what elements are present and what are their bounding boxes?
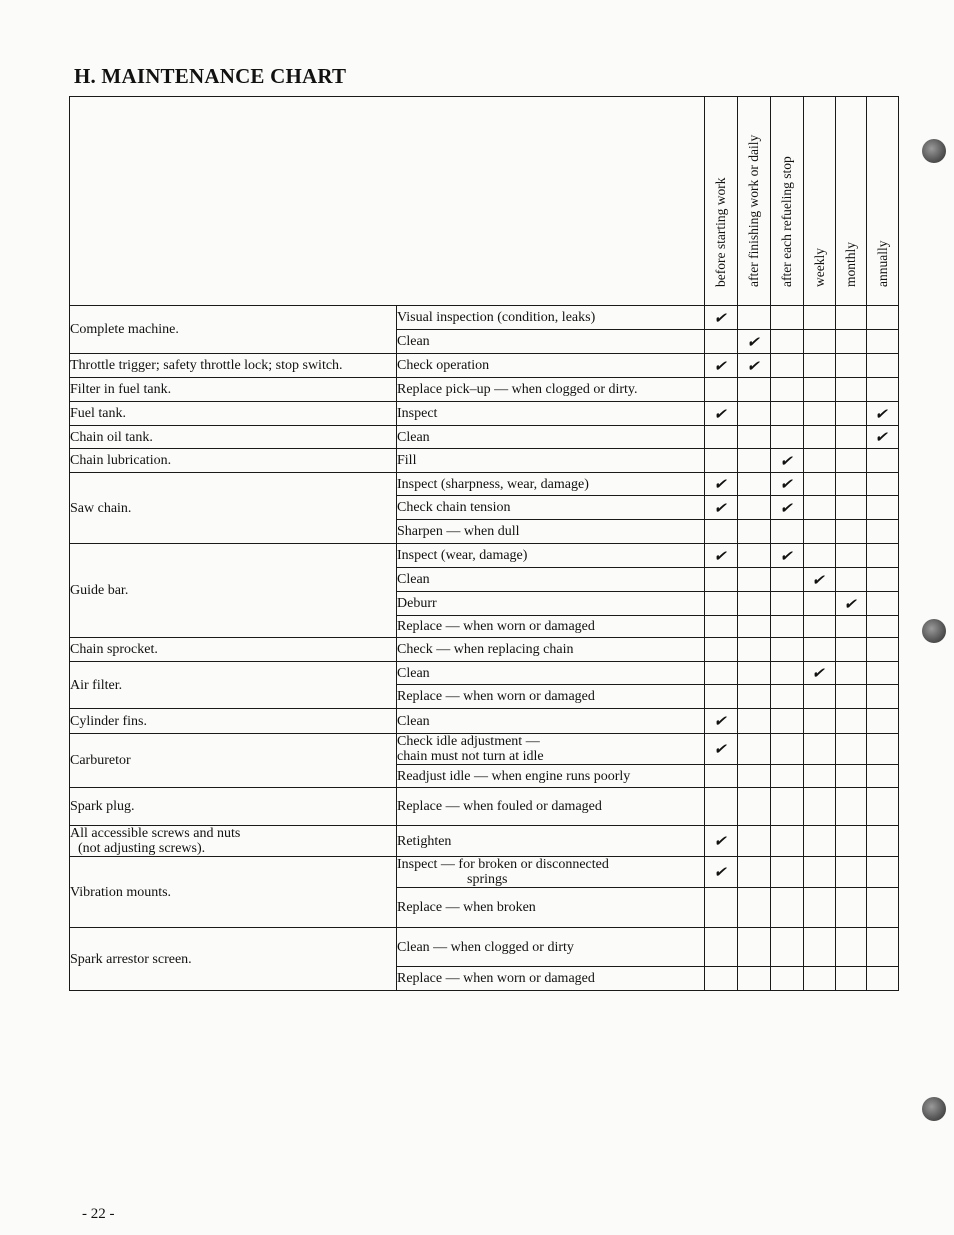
check-cell-after-refueling (771, 520, 804, 544)
check-cell-after-refueling (771, 888, 804, 928)
action-cell (397, 330, 705, 354)
check-cell-weekly (804, 709, 836, 734)
check-cell-annually (867, 685, 899, 709)
action-cell (397, 568, 705, 592)
action-label: Check idle adjustment — (397, 734, 540, 749)
check-cell-after-finishing (738, 426, 771, 449)
table-row (70, 354, 899, 378)
check-cell-weekly (804, 426, 836, 449)
component-label: Guide bar. (70, 583, 129, 598)
action-cell (397, 638, 705, 662)
check-cell-before-starting (705, 544, 738, 568)
table-row (70, 857, 899, 888)
check-cell-after-finishing (738, 788, 771, 826)
component-cell (70, 306, 397, 354)
check-cell-annually (867, 568, 899, 592)
action-cell (397, 378, 705, 402)
check-mark-icon: ✔ (712, 498, 730, 517)
action-label-line2: chain must not turn at idle (397, 749, 544, 764)
action-cell (397, 765, 705, 788)
check-cell-monthly (836, 967, 867, 991)
check-cell-after-refueling (771, 568, 804, 592)
check-cell-monthly (836, 928, 867, 967)
component-cell (70, 662, 397, 709)
check-cell-weekly (804, 568, 836, 592)
check-cell-before-starting (705, 638, 738, 662)
freq-header-before-starting: before starting work (705, 97, 738, 306)
action-label-line2: springs (467, 872, 508, 887)
check-cell-after-finishing (738, 857, 771, 888)
check-cell-annually (867, 544, 899, 568)
check-cell-after-finishing (738, 765, 771, 788)
check-cell-weekly (804, 928, 836, 967)
check-cell-after-finishing (738, 449, 771, 473)
action-cell (397, 734, 705, 765)
check-cell-after-refueling (771, 928, 804, 967)
action-label: Readjust idle — when engine runs poorly (397, 768, 631, 784)
check-cell-before-starting (705, 449, 738, 473)
check-cell-before-starting (705, 426, 738, 449)
action-cell (397, 888, 705, 928)
action-cell (397, 928, 705, 967)
action-cell (397, 426, 705, 449)
check-cell-after-finishing (738, 967, 771, 991)
component-cell (70, 473, 397, 544)
action-label: Clean (397, 713, 430, 729)
check-mark-icon: ✔ (873, 428, 892, 446)
header-row (70, 97, 899, 306)
check-cell-weekly (804, 967, 836, 991)
check-cell-after-refueling (771, 473, 804, 496)
check-cell-after-refueling (771, 402, 804, 426)
check-cell-annually (867, 857, 899, 888)
check-cell-monthly (836, 826, 867, 857)
check-cell-annually (867, 928, 899, 967)
check-cell-weekly (804, 765, 836, 788)
check-cell-after-finishing (738, 306, 771, 330)
component-cell (70, 734, 397, 788)
maintenance-chart (69, 96, 898, 986)
check-cell-annually (867, 306, 899, 330)
check-cell-after-refueling (771, 330, 804, 354)
check-cell-monthly (836, 496, 867, 520)
check-mark-icon: ✔ (712, 740, 730, 758)
check-cell-before-starting (705, 520, 738, 544)
action-cell (397, 520, 705, 544)
check-cell-weekly (804, 330, 836, 354)
check-cell-before-starting (705, 888, 738, 928)
action-label: Replace pick–up — when clogged or dirty. (397, 382, 638, 397)
component-cell (70, 426, 397, 449)
component-label: Complete machine. (70, 322, 179, 337)
check-cell-before-starting (705, 496, 738, 520)
check-cell-before-starting (705, 592, 738, 616)
component-cell (70, 544, 397, 638)
check-cell-monthly (836, 888, 867, 928)
check-cell-before-starting (705, 709, 738, 734)
check-cell-before-starting (705, 765, 738, 788)
check-cell-monthly (836, 402, 867, 426)
check-cell-monthly (836, 426, 867, 449)
check-cell-after-finishing (738, 928, 771, 967)
check-cell-annually (867, 616, 899, 638)
check-cell-after-finishing (738, 330, 771, 354)
component-label: Saw chain. (70, 500, 132, 516)
check-cell-annually (867, 520, 899, 544)
component-cell (70, 402, 397, 426)
check-cell-before-starting (705, 402, 738, 426)
check-cell-after-refueling (771, 765, 804, 788)
component-label: Chain lubrication. (70, 453, 172, 468)
maintenance-table (69, 96, 899, 991)
check-mark-icon: ✔ (712, 356, 730, 375)
check-cell-weekly (804, 888, 836, 928)
check-cell-after-finishing (738, 734, 771, 765)
check-cell-before-starting (705, 967, 738, 991)
action-cell (397, 402, 705, 426)
table-row (70, 306, 899, 330)
check-cell-annually (867, 496, 899, 520)
check-cell-annually (867, 638, 899, 662)
check-cell-before-starting (705, 857, 738, 888)
check-cell-annually (867, 662, 899, 685)
check-cell-annually (867, 378, 899, 402)
check-mark-icon: ✔ (778, 498, 796, 517)
component-cell (70, 449, 397, 473)
check-cell-after-finishing (738, 662, 771, 685)
check-cell-before-starting (705, 826, 738, 857)
check-cell-after-finishing (738, 544, 771, 568)
component-cell (70, 857, 397, 928)
check-cell-after-refueling (771, 709, 804, 734)
check-mark-icon: ✔ (712, 863, 730, 881)
check-mark-icon: ✔ (778, 451, 796, 470)
check-cell-after-refueling (771, 449, 804, 473)
check-mark-icon: ✔ (712, 404, 730, 423)
check-cell-after-finishing (738, 638, 771, 662)
page-title: H. MAINTENANCE CHART (74, 64, 347, 88)
table-row (70, 928, 899, 967)
component-cell (70, 378, 397, 402)
table-row (70, 709, 899, 734)
check-cell-before-starting (705, 473, 738, 496)
check-cell-annually (867, 330, 899, 354)
check-cell-after-finishing (738, 402, 771, 426)
check-cell-after-refueling (771, 544, 804, 568)
check-cell-after-refueling (771, 354, 804, 378)
component-label: Spark arrestor screen. (70, 951, 192, 967)
action-cell (397, 306, 705, 330)
component-label: Carburetor (70, 753, 131, 768)
check-cell-weekly (804, 734, 836, 765)
check-cell-annually (867, 402, 899, 426)
action-label: Check operation (397, 358, 490, 373)
check-cell-after-refueling (771, 378, 804, 402)
check-cell-annually (867, 888, 899, 928)
table-body (70, 306, 899, 991)
check-cell-before-starting (705, 734, 738, 765)
check-cell-after-refueling (771, 616, 804, 638)
check-cell-annually (867, 734, 899, 765)
check-cell-weekly (804, 544, 836, 568)
component-label: Cylinder fins. (70, 713, 147, 729)
check-mark-icon: ✔ (873, 404, 892, 423)
component-label: All accessible screws and nuts (70, 826, 241, 841)
check-cell-monthly (836, 306, 867, 330)
check-cell-weekly (804, 826, 836, 857)
check-cell-monthly (836, 616, 867, 638)
check-cell-weekly (804, 402, 836, 426)
check-mark-icon: ✔ (810, 664, 829, 682)
action-cell (397, 662, 705, 685)
action-cell (397, 449, 705, 473)
component-cell (70, 928, 397, 991)
action-cell (397, 496, 705, 520)
check-cell-weekly (804, 788, 836, 826)
check-cell-after-finishing (738, 568, 771, 592)
action-cell (397, 826, 705, 857)
component-label: Spark plug. (70, 799, 135, 814)
check-cell-before-starting (705, 330, 738, 354)
check-cell-after-refueling (771, 592, 804, 616)
header-blank-cell (70, 97, 705, 306)
component-label: Chain oil tank. (70, 429, 153, 445)
component-cell (70, 788, 397, 826)
check-cell-after-finishing (738, 888, 771, 928)
check-cell-after-finishing (738, 354, 771, 378)
check-cell-monthly (836, 592, 867, 616)
component-label: Throttle trigger; safety throttle lock; stop switch. (70, 358, 343, 373)
check-cell-monthly (836, 857, 867, 888)
action-label: Clean (397, 665, 430, 681)
check-cell-after-finishing (738, 616, 771, 638)
check-cell-before-starting (705, 306, 738, 330)
table-row (70, 544, 899, 568)
action-label: Inspect — for broken or disconnected (397, 857, 609, 872)
check-mark-icon: ✔ (778, 475, 796, 493)
check-cell-weekly (804, 306, 836, 330)
check-cell-monthly (836, 638, 867, 662)
action-label: Sharpen — when dull (397, 524, 520, 539)
punch-hole-middle (922, 619, 946, 643)
check-cell-weekly (804, 449, 836, 473)
freq-header-annually: annually (867, 97, 899, 306)
check-cell-after-finishing (738, 685, 771, 709)
check-mark-icon: ✔ (745, 356, 763, 375)
action-label: Inspect (397, 406, 438, 421)
action-label: Deburr (397, 596, 437, 611)
page-number: - 22 - (82, 1206, 115, 1222)
check-cell-weekly (804, 616, 836, 638)
action-label: Clean — when clogged or dirty (397, 939, 574, 955)
check-mark-icon: ✔ (778, 546, 796, 565)
action-label: Clean (397, 429, 430, 445)
punch-hole-top (922, 139, 946, 163)
check-cell-monthly (836, 734, 867, 765)
check-mark-icon: ✔ (712, 712, 730, 730)
check-cell-weekly (804, 378, 836, 402)
component-cell (70, 709, 397, 734)
check-mark-icon: ✔ (842, 594, 860, 613)
action-label: Replace — when worn or damaged (397, 689, 595, 704)
check-cell-monthly (836, 473, 867, 496)
check-cell-before-starting (705, 568, 738, 592)
check-cell-weekly (804, 520, 836, 544)
check-cell-weekly (804, 354, 836, 378)
freq-header-monthly: monthly (836, 97, 867, 306)
check-mark-icon: ✔ (712, 832, 730, 850)
check-mark-icon: ✔ (810, 570, 829, 589)
action-label: Inspect (sharpness, wear, damage) (397, 476, 589, 492)
table-row (70, 473, 899, 496)
action-label: Check chain tension (397, 500, 511, 515)
check-cell-after-refueling (771, 662, 804, 685)
check-cell-annually (867, 788, 899, 826)
check-cell-monthly (836, 544, 867, 568)
check-cell-before-starting (705, 928, 738, 967)
check-cell-after-refueling (771, 685, 804, 709)
punch-hole-bottom (922, 1097, 946, 1121)
check-cell-annually (867, 826, 899, 857)
check-cell-after-finishing (738, 709, 771, 734)
check-cell-monthly (836, 788, 867, 826)
check-mark-icon: ✔ (712, 546, 730, 565)
check-cell-weekly (804, 592, 836, 616)
check-cell-after-finishing (738, 520, 771, 544)
check-cell-after-refueling (771, 826, 804, 857)
check-cell-monthly (836, 378, 867, 402)
action-label: Check — when replacing chain (397, 642, 574, 657)
check-cell-monthly (836, 662, 867, 685)
action-label: Clean (397, 334, 430, 349)
check-cell-weekly (804, 638, 836, 662)
action-cell (397, 709, 705, 734)
check-cell-after-finishing (738, 496, 771, 520)
table-row (70, 638, 899, 662)
check-cell-weekly (804, 685, 836, 709)
check-cell-annually (867, 473, 899, 496)
check-cell-after-refueling (771, 734, 804, 765)
table-row (70, 734, 899, 765)
check-cell-after-finishing (738, 592, 771, 616)
check-cell-monthly (836, 520, 867, 544)
check-cell-annually (867, 709, 899, 734)
table-row (70, 826, 899, 857)
check-cell-weekly (804, 857, 836, 888)
table-row (70, 662, 899, 685)
action-label: Retighten (397, 833, 452, 849)
component-label: Vibration mounts. (70, 884, 172, 900)
action-cell (397, 788, 705, 826)
check-cell-before-starting (705, 662, 738, 685)
check-cell-after-finishing (738, 378, 771, 402)
action-cell (397, 544, 705, 568)
table-row (70, 449, 899, 473)
check-cell-after-refueling (771, 426, 804, 449)
table-row (70, 788, 899, 826)
action-cell (397, 616, 705, 638)
check-cell-annually (867, 354, 899, 378)
check-mark-icon: ✔ (712, 475, 730, 493)
check-cell-after-refueling (771, 638, 804, 662)
check-mark-icon: ✔ (712, 308, 730, 327)
check-cell-annually (867, 592, 899, 616)
action-label: Inspect (wear, damage) (397, 548, 528, 563)
action-label: Replace — when worn or damaged (397, 971, 595, 986)
check-cell-annually (867, 426, 899, 449)
action-label: Replace — when worn or damaged (397, 619, 595, 634)
check-cell-monthly (836, 765, 867, 788)
check-cell-monthly (836, 449, 867, 473)
component-label-line2: (not adjusting screws). (78, 841, 206, 856)
action-label: Visual inspection (condition, leaks) (397, 310, 596, 325)
check-cell-after-refueling (771, 857, 804, 888)
check-cell-before-starting (705, 378, 738, 402)
check-cell-monthly (836, 568, 867, 592)
component-cell (70, 826, 397, 857)
component-cell (70, 354, 397, 378)
check-cell-monthly (836, 330, 867, 354)
check-cell-before-starting (705, 354, 738, 378)
table-row (70, 378, 899, 402)
component-label: Air filter. (70, 677, 123, 693)
freq-header-after-refueling: after each refueling stop (771, 97, 804, 306)
check-cell-weekly (804, 496, 836, 520)
check-cell-after-refueling (771, 967, 804, 991)
check-cell-after-refueling (771, 788, 804, 826)
component-label: Chain sprocket. (70, 642, 158, 657)
component-label: Filter in fuel tank. (70, 382, 172, 397)
action-cell (397, 857, 705, 888)
check-cell-before-starting (705, 616, 738, 638)
component-label: Fuel tank. (70, 406, 126, 421)
check-cell-monthly (836, 354, 867, 378)
check-cell-after-finishing (738, 473, 771, 496)
check-cell-after-refueling (771, 496, 804, 520)
action-cell (397, 592, 705, 616)
check-cell-annually (867, 449, 899, 473)
check-cell-weekly (804, 662, 836, 685)
action-cell (397, 473, 705, 496)
freq-header-weekly: weekly (804, 97, 836, 306)
component-cell (70, 638, 397, 662)
freq-header-after-finishing: after finishing work or daily (738, 97, 771, 306)
action-cell (397, 967, 705, 991)
action-label: Replace — when broken (397, 900, 536, 915)
check-cell-after-refueling (771, 306, 804, 330)
action-cell (397, 685, 705, 709)
action-label: Fill (397, 453, 417, 468)
check-cell-annually (867, 967, 899, 991)
check-cell-monthly (836, 685, 867, 709)
table-row (70, 402, 899, 426)
check-cell-before-starting (705, 685, 738, 709)
action-cell (397, 354, 705, 378)
check-cell-before-starting (705, 788, 738, 826)
check-cell-annually (867, 765, 899, 788)
check-mark-icon: ✔ (745, 332, 763, 351)
action-label: Clean (397, 572, 430, 587)
check-cell-weekly (804, 473, 836, 496)
check-cell-after-finishing (738, 826, 771, 857)
check-cell-monthly (836, 709, 867, 734)
action-label: Replace — when fouled or damaged (397, 799, 602, 814)
table-row (70, 426, 899, 449)
